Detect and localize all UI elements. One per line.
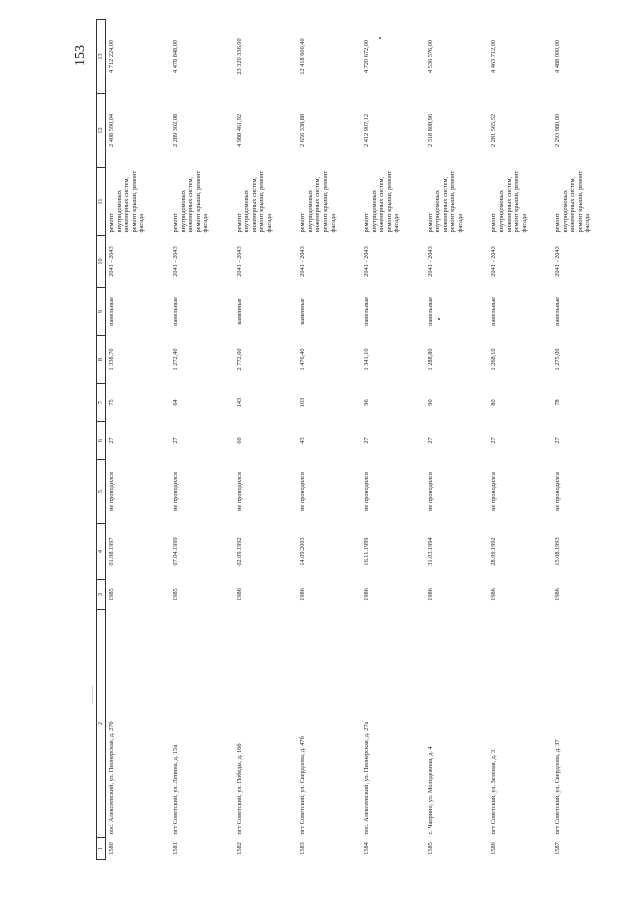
column-number: 2 bbox=[97, 610, 106, 838]
wear-percent-cell: 27 bbox=[108, 437, 115, 444]
table-row bbox=[361, 20, 425, 860]
cost-per-sqm-cell: 2 293 980,00 bbox=[554, 113, 562, 148]
year-built-cell: 1986 bbox=[299, 588, 307, 601]
wear-percent-cell: 27 bbox=[363, 437, 371, 444]
cost-per-sqm-cell: 2 281 565,52 bbox=[490, 113, 498, 148]
repair-works-cell: ремонт внутридомовых инженерных систем, ремонт крыши, ремонт фасада bbox=[235, 170, 273, 233]
table-row bbox=[106, 20, 170, 860]
wear-percent-cell: 27 bbox=[171, 437, 179, 444]
table-row bbox=[488, 20, 552, 860]
privatization-date-cell: 02.09.1992 bbox=[235, 537, 243, 566]
privatization-date-cell: 31.03.1994 bbox=[426, 537, 434, 566]
total-cost-cell: 4 720 672,00 bbox=[363, 39, 371, 74]
column-number: 8 bbox=[97, 336, 106, 384]
last-repair-cell: не проводился bbox=[363, 472, 371, 511]
area-cell: 1 268,10 bbox=[490, 348, 498, 371]
privatization-date-cell: 15.08.1993 bbox=[554, 537, 562, 566]
address-cell: пгт Советский, ул. Свердлова, д. 37 bbox=[554, 739, 562, 835]
row-number-cell: 1587 bbox=[554, 842, 562, 855]
repair-period-cell: 2041 - 2043 bbox=[108, 246, 115, 277]
total-cost-cell: 4 488 000,00 bbox=[554, 39, 562, 74]
privatization-date-cell: 14.09.2003 bbox=[299, 537, 307, 566]
row-number-cell: 1586 bbox=[490, 842, 498, 855]
column-number: 11 bbox=[97, 168, 106, 236]
privatization-date-cell: 16.11.1999 bbox=[363, 537, 371, 566]
repair-period-cell: 2041 - 2043 bbox=[171, 246, 179, 277]
area-cell: 1 288,80 bbox=[426, 348, 434, 371]
cost-per-sqm-cell: 2 318 808,96 bbox=[426, 113, 434, 148]
row-number-cell: 1584 bbox=[363, 842, 371, 855]
wear-percent-cell: 27 bbox=[490, 437, 498, 444]
year-built-cell: 1986 bbox=[363, 588, 371, 601]
residents-cell: 143 bbox=[235, 397, 243, 408]
column-number: 4 bbox=[97, 524, 106, 580]
last-repair-cell: не проводился bbox=[235, 472, 243, 511]
repair-period-cell: 2041 - 2043 bbox=[235, 246, 243, 277]
rotated-table-wrapper bbox=[96, 20, 616, 860]
scan-artifact-line bbox=[92, 686, 93, 704]
total-cost-cell: 23 320 336,00 bbox=[235, 38, 243, 75]
column-number: 1 bbox=[97, 838, 106, 860]
wall-material-cell: панельные bbox=[363, 297, 371, 326]
residents-cell: 75 bbox=[108, 399, 115, 406]
wall-material-cell: панельные bbox=[171, 297, 179, 326]
residents-cell: 78 bbox=[554, 399, 562, 406]
year-built-cell: 1986 bbox=[490, 588, 498, 601]
table-row bbox=[297, 20, 361, 860]
repair-works-cell: ремонт внутридомовых инженерных систем, ремонт крыши, ремонт фасада bbox=[363, 170, 401, 233]
year-built-cell: 1986 bbox=[426, 588, 434, 601]
table-row bbox=[425, 20, 489, 860]
column-number: 10 bbox=[97, 236, 106, 288]
year-built-cell: 1985 bbox=[108, 588, 115, 601]
last-repair-cell: не проводился bbox=[426, 472, 434, 511]
last-repair-cell: не проводился bbox=[171, 472, 179, 511]
area-cell: 1 341,10 bbox=[363, 348, 371, 371]
wall-material-cell: панельные bbox=[490, 297, 498, 326]
residents-cell: 90 bbox=[426, 399, 434, 406]
column-number-row bbox=[97, 20, 106, 860]
row-number-cell: 1585 bbox=[426, 842, 434, 855]
repair-works-cell: ремонт внутридомовых инженерных систем, ремонт крыши, ремонт фасада bbox=[490, 170, 528, 233]
column-number: 7 bbox=[97, 384, 106, 422]
address-cell: с. Чаприно, ул. Молодежная, д. 4 bbox=[426, 746, 434, 835]
page-number: 153 bbox=[73, 45, 88, 66]
table-row bbox=[552, 20, 616, 860]
wear-percent-cell: 27 bbox=[554, 437, 562, 444]
column-number: 9 bbox=[97, 288, 106, 336]
wear-percent-cell: 60 bbox=[235, 437, 243, 444]
table-row bbox=[170, 20, 234, 860]
row-number-cell: 1581 bbox=[171, 842, 179, 855]
address-cell: пос. Алексеевский, ул. Пионерская, д. 27а bbox=[363, 721, 371, 835]
total-cost-cell: 4 712 224,00 bbox=[108, 39, 115, 74]
last-repair-cell: не проводился bbox=[108, 472, 115, 511]
cost-per-sqm-cell: 2 412 907,12 bbox=[363, 113, 371, 148]
area-cell: 1 476,40 bbox=[299, 348, 307, 371]
wall-material-cell: панельные bbox=[108, 297, 115, 326]
repair-works-cell: ремонт внутридомовых инженерных систем, ремонт крыши, ремонт фасада bbox=[108, 170, 146, 233]
residents-cell: 80 bbox=[490, 399, 498, 406]
wall-material-cell: каменные bbox=[235, 298, 243, 325]
privatization-date-cell: 01.08.1997 bbox=[108, 537, 115, 566]
area-cell: 2 772,60 bbox=[235, 348, 243, 371]
repair-period-cell: 2041 - 2043 bbox=[490, 246, 498, 277]
column-number: 13 bbox=[97, 20, 106, 94]
privatization-date-cell: 28.09.1992 bbox=[490, 537, 498, 566]
wear-percent-cell: 43 bbox=[299, 437, 307, 444]
year-built-cell: 1985 bbox=[171, 588, 179, 601]
column-number: 3 bbox=[97, 580, 106, 610]
year-built-cell: 1986 bbox=[554, 588, 562, 601]
address-cell: пгт Советский, ул. Зеленая, д. 3 bbox=[490, 749, 498, 835]
cost-per-sqm-cell: 4 988 461,92 bbox=[235, 113, 243, 148]
area-cell: 1 272,40 bbox=[171, 348, 179, 371]
address-cell: пгт Советский, ул. Свердлова, д. 47б bbox=[299, 736, 307, 835]
table-row bbox=[234, 20, 298, 860]
row-number-cell: 1583 bbox=[299, 842, 307, 855]
last-repair-cell: не проводился bbox=[490, 472, 498, 511]
privatization-date-cell: 07.04.1999 bbox=[171, 537, 179, 566]
address-cell: пос. Алексеевский, ул. Пионерская, д. 27б bbox=[108, 721, 115, 835]
total-cost-cell: 4 463 712,00 bbox=[490, 39, 498, 74]
wall-material-cell: каменные bbox=[299, 298, 307, 325]
wear-percent-cell: 27 bbox=[426, 437, 434, 444]
repair-works-cell: ремонт внутридомовых инженерных систем, ремонт крыши, ремонт фасада bbox=[171, 170, 210, 233]
row-number-cell: 1582 bbox=[235, 842, 243, 855]
residents-cell: 103 bbox=[299, 397, 307, 408]
year-built-cell: 1986 bbox=[235, 588, 243, 601]
address-cell: пгт Советский, ул. Ленина, д. 15а bbox=[171, 744, 179, 835]
last-repair-cell: не проводился bbox=[554, 472, 562, 511]
column-number: 6 bbox=[97, 422, 106, 460]
total-cost-cell: 4 478 848,00 bbox=[171, 39, 179, 74]
last-repair-cell: не проводился bbox=[299, 472, 307, 511]
cost-per-sqm-cell: 2 289 302,08 bbox=[171, 113, 179, 148]
total-cost-cell: 12 418 600,40 bbox=[299, 38, 307, 75]
column-number: 12 bbox=[97, 94, 106, 168]
column-number: 5 bbox=[97, 460, 106, 524]
area-cell: 1 338,70 bbox=[108, 348, 115, 371]
residents-cell: 96 bbox=[363, 399, 371, 406]
cost-per-sqm-cell: 2 656 338,88 bbox=[299, 113, 307, 148]
repair-period-cell: 2041 - 2043 bbox=[299, 246, 307, 277]
address-cell: пгт Советский, ул. Победы, д. 16б bbox=[235, 743, 243, 835]
total-cost-cell: 4 536 576,00 bbox=[426, 39, 434, 74]
cost-per-sqm-cell: 2 408 590,04 bbox=[108, 113, 115, 148]
repair-period-cell: 2041 - 2043 bbox=[554, 246, 562, 277]
wall-material-cell: панельные bbox=[426, 297, 434, 326]
repair-works-cell: ремонт внутридомовых инженерных систем, ремонт крыши, ремонт фасада bbox=[299, 170, 337, 233]
repair-period-cell: 2041 - 2043 bbox=[426, 246, 434, 277]
row-number-cell: 1580 bbox=[108, 842, 115, 855]
area-cell: 1 275,00 bbox=[554, 348, 562, 371]
housing-repair-table bbox=[96, 19, 616, 860]
repair-works-cell: ремонт внутридомовых инженерных систем, ремонт крыши, ремонт фасада bbox=[554, 170, 592, 233]
wall-material-cell: панельные bbox=[554, 297, 562, 326]
residents-cell: 64 bbox=[171, 399, 179, 406]
repair-works-cell: ремонт внутридомовых инженерных систем, ремонт крыши, ремонт фасада bbox=[426, 170, 464, 233]
repair-period-cell: 2041 - 2043 bbox=[363, 246, 371, 277]
